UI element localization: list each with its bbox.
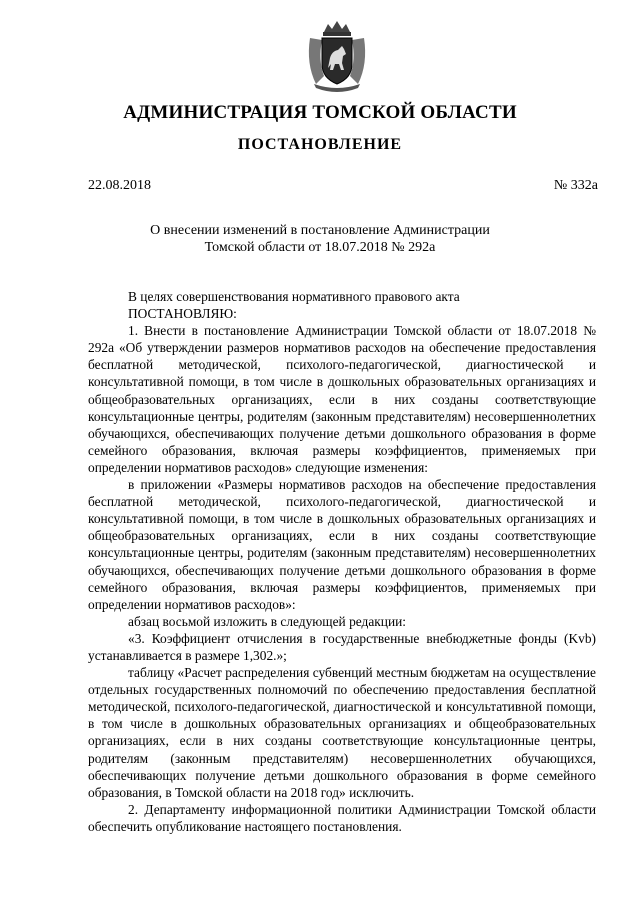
- paragraph-item-1: 1. Внести в постановление Администрации Томской области от 18.07.2018 № 292а «Об утверждении размеров нормативов расходов на обеспечение предоставления бесплатной методической, психолого-педагогической, диагностической и консультативной помощи, в том числе в дошкольных образовательных организациях и общеобразовательных организациях, если в них созданы соответствующие консультационные центры, родителям (законным представителям) несовершеннолетних обучающихся, обеспечивающих получение детьми дошкольного образования в форме семейного образования, включая размеры коэффициентов, применяемых при определении нормативов расходов» следующие изменения:: [88, 323, 596, 475]
- document-number: № 332а: [553, 178, 598, 193]
- paragraph-abzac: абзац восьмой изложить в следующей редакции:: [128, 613, 407, 629]
- paragraph-resolve: ПОСТАНОВЛЯЮ:: [128, 306, 237, 322]
- document-date: 22.08.2018: [88, 178, 151, 193]
- organization-title: АДМИНИСТРАЦИЯ ТОМСКОЙ ОБЛАСТИ: [123, 102, 517, 123]
- tomsk-coat-of-arms-icon: [302, 18, 372, 92]
- paragraph-item-2: 2. Департаменту информационной политики Администрации Томской области обеспечить опубликование настоящего постановления.: [88, 801, 596, 834]
- paragraph-coefficient: «3. Коэффициент отчисления в государственные внебюджетные фонды (Kvb) устанавливается в размере 1,302.»;: [88, 630, 596, 663]
- subject-line-2: Томской области от 18.07.2018 № 292а: [204, 240, 436, 255]
- paragraph-preamble: В целях совершенствования нормативного правового акта: [128, 289, 460, 304]
- paragraph-table: таблицу «Расчет распределения субвенций местным бюджетам на осуществление отдельных государственных полномочий по обеспечению предоставления бесплатной методической, психолого-педагогической, диагностической и консультативной помощи, в том числе в дошкольных образовательных организациях и общеобразовательных организациях, если в них созданы соответствующие консультационные центры, родителям (законным представителям) несовершеннолетних обучающихся, обеспечивающих получение детьми дошкольного образования в форме семейного образования, в Томской области на 2018 год» исключить.: [88, 665, 596, 800]
- paragraph-appendix: в приложении «Размеры нормативов расходов на обеспечение предоставления бесплатной методической, психолого-педагогической, диагностической и консультативной помощи, в том числе в дошкольных образовательных организациях и общеобразовательных организациях, если в них созданы соответствующие консультационные центры, родителям (законным представителям) несовершеннолетних обучающихся, обеспечивающих получение детьми дошкольного образования в форме семейного образования, включая размеры коэффициентов, применяемых при определении нормативов расходов»:: [88, 477, 596, 612]
- document-subject: [90, 222, 550, 256]
- subject-line-1: О внесении изменений в постановление Администрации: [150, 223, 490, 238]
- document-body: [88, 288, 596, 835]
- document-type-title: ПОСТАНОВЛЕНИЕ: [237, 136, 403, 153]
